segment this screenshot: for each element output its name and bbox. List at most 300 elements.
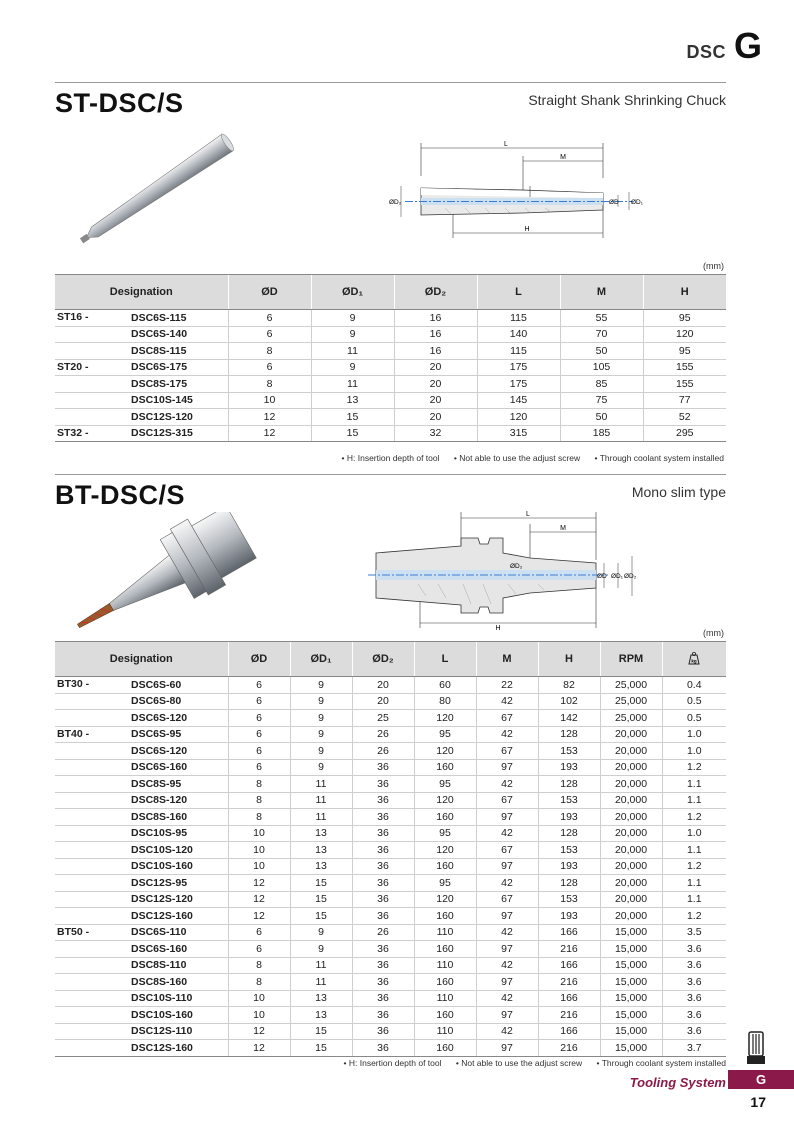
value-cell: 120 — [414, 743, 476, 760]
value-cell: 15,000 — [600, 941, 662, 958]
designation-value: DSC6S-160 — [131, 761, 188, 774]
st-dsc-spec-table — [55, 274, 726, 442]
designation-cell — [55, 842, 228, 859]
section-tab: G — [728, 1070, 794, 1089]
designation-value: DSC10S-145 — [131, 394, 193, 407]
value-cell: 36 — [352, 776, 414, 793]
value-cell: 160 — [414, 858, 476, 875]
value-cell: 25 — [352, 710, 414, 727]
value-cell: 42 — [476, 693, 538, 710]
table-row — [55, 974, 726, 991]
value-cell: 166 — [538, 957, 600, 974]
designation-value: DSC10S-120 — [131, 843, 193, 856]
value-cell: 15,000 — [600, 924, 662, 941]
table-row — [55, 693, 726, 710]
value-cell: 3.6 — [662, 990, 726, 1007]
value-cell: 10 — [228, 842, 290, 859]
table-row — [55, 875, 726, 892]
designation-value: DSC6S-95 — [131, 728, 182, 741]
value-cell: 20,000 — [600, 809, 662, 826]
value-cell: 120 — [643, 326, 726, 343]
value-cell: 36 — [352, 957, 414, 974]
value-cell: 11 — [311, 343, 394, 360]
value-cell: 0.5 — [662, 710, 726, 727]
value-cell: 1.2 — [662, 858, 726, 875]
value-cell: 6 — [228, 726, 290, 743]
value-cell: 105 — [560, 359, 643, 376]
value-cell: 166 — [538, 924, 600, 941]
value-cell: 160 — [414, 908, 476, 925]
value-cell: 6 — [228, 310, 311, 327]
value-cell: 10 — [228, 825, 290, 842]
value-cell: 3.6 — [662, 1023, 726, 1040]
catalog-section-marker — [686, 25, 762, 66]
bt-table-header-7: RPM — [600, 642, 662, 677]
value-cell: 8 — [228, 343, 311, 360]
value-cell: 80 — [414, 693, 476, 710]
value-cell: 1.1 — [662, 776, 726, 793]
value-cell: 15,000 — [600, 1007, 662, 1024]
designation-cell — [55, 693, 228, 710]
note-adjust-screw: • Not able to use the adjust screw — [453, 453, 581, 463]
value-cell: 20 — [394, 359, 477, 376]
value-cell: 15 — [290, 1040, 352, 1057]
value-cell: 26 — [352, 743, 414, 760]
value-cell: 55 — [560, 310, 643, 327]
designation-cell — [55, 409, 228, 426]
value-cell: 110 — [414, 1023, 476, 1040]
value-cell: 1.1 — [662, 875, 726, 892]
bt-holder-image — [62, 512, 262, 637]
designation-cell — [55, 677, 228, 694]
value-cell: 67 — [476, 710, 538, 727]
value-cell: 25,000 — [600, 693, 662, 710]
designation-value: DSC8S-120 — [131, 794, 188, 807]
value-cell: 142 — [538, 710, 600, 727]
value-cell: 13 — [290, 1007, 352, 1024]
value-cell: 42 — [476, 1023, 538, 1040]
bt-dsc-dimension-diagram — [368, 508, 643, 633]
value-cell: 8 — [228, 376, 311, 393]
designation-cell — [55, 924, 228, 941]
value-cell: 11 — [290, 809, 352, 826]
value-cell: 36 — [352, 990, 414, 1007]
value-cell: 42 — [476, 776, 538, 793]
value-cell: 36 — [352, 759, 414, 776]
value-cell: 20,000 — [600, 858, 662, 875]
value-cell: 166 — [538, 990, 600, 1007]
group-label: ST16 - — [57, 311, 89, 323]
bt-table-header-2: ØD₁ — [290, 642, 352, 677]
st-table-header-1: ØD — [228, 275, 311, 310]
table-row — [55, 326, 726, 343]
value-cell: 12 — [228, 425, 311, 442]
section2-subtitle: Mono slim type — [631, 484, 726, 500]
value-cell: 36 — [352, 1040, 414, 1057]
value-cell: 153 — [538, 891, 600, 908]
value-cell: 8 — [228, 957, 290, 974]
designation-value: DSC6S-160 — [131, 942, 188, 955]
value-cell: 120 — [414, 891, 476, 908]
table-row — [55, 1023, 726, 1040]
table-row — [55, 726, 726, 743]
value-cell: 6 — [228, 759, 290, 776]
brand-label: Tooling System — [629, 1075, 726, 1090]
value-cell: 175 — [477, 359, 560, 376]
designation-cell — [55, 875, 228, 892]
designation-cell — [55, 891, 228, 908]
section2-title: BT-DSC/S — [55, 480, 186, 510]
value-cell: 160 — [414, 1007, 476, 1024]
value-cell: 3.6 — [662, 957, 726, 974]
designation-cell — [55, 825, 228, 842]
value-cell: 13 — [290, 858, 352, 875]
designation-cell — [55, 908, 228, 925]
value-cell: 120 — [414, 710, 476, 727]
designation-value: DSC10S-110 — [131, 992, 193, 1005]
designation-value: DSC10S-95 — [131, 827, 188, 840]
group-label: ST32 - — [57, 426, 89, 439]
designation-cell — [55, 1007, 228, 1024]
value-cell: 15 — [311, 409, 394, 426]
value-cell: 102 — [538, 693, 600, 710]
st-table-header-3: ØD₂ — [394, 275, 477, 310]
value-cell: 6 — [228, 710, 290, 727]
value-cell: 216 — [538, 1040, 600, 1057]
value-cell: 36 — [352, 825, 414, 842]
value-cell: 155 — [643, 359, 726, 376]
value-cell: 6 — [228, 359, 311, 376]
bt-table-header-1: ØD — [228, 642, 290, 677]
diagram1-label-d: ØD — [609, 199, 619, 206]
value-cell: 36 — [352, 908, 414, 925]
value-cell: 6 — [228, 693, 290, 710]
value-cell: 42 — [476, 957, 538, 974]
value-cell: 11 — [290, 957, 352, 974]
value-cell: 15 — [290, 875, 352, 892]
value-cell: 9 — [290, 941, 352, 958]
designation-value: DSC6S-120 — [131, 744, 188, 757]
value-cell: 3.5 — [662, 924, 726, 941]
value-cell: 67 — [476, 891, 538, 908]
value-cell: 25,000 — [600, 677, 662, 694]
value-cell: 1.2 — [662, 759, 726, 776]
value-cell: 97 — [476, 759, 538, 776]
designation-cell — [55, 759, 228, 776]
value-cell: 8 — [228, 809, 290, 826]
table-row — [55, 776, 726, 793]
value-cell: 1.1 — [662, 891, 726, 908]
value-cell: 12 — [228, 875, 290, 892]
value-cell: 82 — [538, 677, 600, 694]
value-cell: 12 — [228, 891, 290, 908]
value-cell: 95 — [414, 875, 476, 892]
value-cell: 216 — [538, 974, 600, 991]
designation-cell — [55, 858, 228, 875]
designation-cell — [55, 957, 228, 974]
designation-cell — [55, 343, 228, 360]
value-cell: 120 — [414, 842, 476, 859]
value-cell: 16 — [394, 310, 477, 327]
value-cell: 97 — [476, 858, 538, 875]
page-number: 17 — [750, 1094, 766, 1110]
value-cell: 120 — [477, 409, 560, 426]
value-cell: 20 — [352, 693, 414, 710]
section2-unit: (mm) — [703, 628, 724, 638]
value-cell: 11 — [290, 792, 352, 809]
value-cell: 9 — [290, 743, 352, 760]
designation-cell — [55, 376, 228, 393]
designation-value: DSC12S-160 — [131, 1041, 193, 1054]
designation-cell — [55, 776, 228, 793]
table-row — [55, 759, 726, 776]
table-row — [55, 1007, 726, 1024]
value-cell: 6 — [228, 743, 290, 760]
value-cell: 1.0 — [662, 726, 726, 743]
designation-value: DSC6S-80 — [131, 695, 182, 708]
table-row — [55, 792, 726, 809]
value-cell: 1.0 — [662, 825, 726, 842]
value-cell: 13 — [290, 842, 352, 859]
value-cell: 145 — [477, 392, 560, 409]
value-cell: 160 — [414, 759, 476, 776]
value-cell: 97 — [476, 1007, 538, 1024]
value-cell: 42 — [476, 924, 538, 941]
table-row — [55, 809, 726, 826]
value-cell: 32 — [394, 425, 477, 442]
value-cell: 128 — [538, 776, 600, 793]
designation-cell — [55, 743, 228, 760]
designation-cell — [55, 990, 228, 1007]
value-cell: 15 — [290, 1023, 352, 1040]
designation-value: DSC8S-160 — [131, 810, 188, 823]
value-cell: 20 — [394, 376, 477, 393]
value-cell: 115 — [477, 343, 560, 360]
value-cell: 3.6 — [662, 941, 726, 958]
value-cell: 10 — [228, 1007, 290, 1024]
value-cell: 128 — [538, 825, 600, 842]
designation-value: DSC6S-175 — [131, 361, 188, 374]
value-cell: 95 — [414, 776, 476, 793]
value-cell: 97 — [476, 941, 538, 958]
table-row — [55, 941, 726, 958]
value-cell: 12 — [228, 409, 311, 426]
note-insertion-depth: • H: Insertion depth of tool — [343, 1058, 442, 1068]
value-cell: 3.6 — [662, 974, 726, 991]
designation-cell — [55, 1023, 228, 1040]
value-cell: 193 — [538, 858, 600, 875]
value-cell: 110 — [414, 924, 476, 941]
designation-value: DSC6S-140 — [131, 328, 188, 341]
designation-value: DSC12S-120 — [131, 893, 193, 906]
value-cell: 11 — [290, 776, 352, 793]
value-cell: 42 — [476, 726, 538, 743]
designation-value: DSC8S-160 — [131, 975, 188, 988]
diagram2-label-m: M — [560, 525, 566, 532]
value-cell: 1.1 — [662, 792, 726, 809]
value-cell: 1.2 — [662, 809, 726, 826]
table-row — [55, 990, 726, 1007]
value-cell: 67 — [476, 743, 538, 760]
value-cell: 20,000 — [600, 825, 662, 842]
value-cell: 0.4 — [662, 677, 726, 694]
value-cell: 140 — [477, 326, 560, 343]
value-cell: 13 — [311, 392, 394, 409]
value-cell: 110 — [414, 957, 476, 974]
diagram2-label-d2: ØD₂ — [624, 573, 637, 580]
value-cell: 15,000 — [600, 1023, 662, 1040]
value-cell: 9 — [290, 710, 352, 727]
section1-subtitle: Straight Shank Shrinking Chuck — [528, 92, 726, 108]
value-cell: 15,000 — [600, 1040, 662, 1057]
value-cell: 15 — [290, 908, 352, 925]
straight-shank-chuck-image — [62, 130, 252, 250]
value-cell: 42 — [476, 875, 538, 892]
diagram1-label-d2: ØD₂ — [389, 199, 402, 206]
value-cell: 160 — [414, 809, 476, 826]
diagram1-label-h: H — [524, 226, 530, 233]
value-cell: 0.5 — [662, 693, 726, 710]
value-cell: 10 — [228, 392, 311, 409]
value-cell: 9 — [290, 693, 352, 710]
weight-icon — [686, 651, 702, 665]
designation-value: DSC12S-110 — [131, 1025, 193, 1038]
value-cell: 193 — [538, 908, 600, 925]
value-cell: 22 — [476, 677, 538, 694]
value-cell: 16 — [394, 326, 477, 343]
value-cell: 11 — [311, 376, 394, 393]
value-cell: 315 — [477, 425, 560, 442]
value-cell: 36 — [352, 941, 414, 958]
st-table-header-2: ØD₁ — [311, 275, 394, 310]
value-cell: 50 — [560, 409, 643, 426]
value-cell: 36 — [352, 891, 414, 908]
designation-value: DSC10S-160 — [131, 860, 193, 873]
value-cell: 6 — [228, 326, 311, 343]
value-cell: 70 — [560, 326, 643, 343]
value-cell: 185 — [560, 425, 643, 442]
value-cell: 20,000 — [600, 776, 662, 793]
designation-value: DSC12S-95 — [131, 876, 188, 889]
value-cell: 60 — [414, 677, 476, 694]
designation-value: DSC12S-315 — [131, 427, 193, 440]
value-cell: 155 — [643, 376, 726, 393]
designation-value: DSC6S-60 — [131, 678, 182, 691]
table-row — [55, 858, 726, 875]
value-cell: 36 — [352, 842, 414, 859]
table-row — [55, 710, 726, 727]
value-cell: 15 — [311, 425, 394, 442]
designation-cell — [55, 726, 228, 743]
designation-cell — [55, 710, 228, 727]
table-row — [55, 924, 726, 941]
group-label: BT30 - — [57, 678, 90, 690]
value-cell: 36 — [352, 809, 414, 826]
category-letter: G — [733, 25, 762, 66]
designation-value: DSC6S-115 — [131, 311, 187, 324]
value-cell: 193 — [538, 759, 600, 776]
value-cell: 295 — [643, 425, 726, 442]
value-cell: 10 — [228, 990, 290, 1007]
value-cell: 25,000 — [600, 710, 662, 727]
value-cell: 6 — [228, 924, 290, 941]
value-cell: 97 — [476, 1040, 538, 1057]
value-cell: 36 — [352, 1023, 414, 1040]
category-label: DSC — [686, 42, 726, 62]
value-cell: 20,000 — [600, 891, 662, 908]
value-cell: 15 — [290, 891, 352, 908]
value-cell: 97 — [476, 809, 538, 826]
value-cell: 15,000 — [600, 990, 662, 1007]
value-cell: 12 — [228, 908, 290, 925]
value-cell: 216 — [538, 941, 600, 958]
note-coolant: • Through coolant system installed — [594, 453, 724, 463]
diagram2-label-d2-inner: ØD₂ — [510, 563, 523, 570]
value-cell: 153 — [538, 743, 600, 760]
value-cell: 1.2 — [662, 908, 726, 925]
designation-cell — [55, 941, 228, 958]
value-cell: 160 — [414, 941, 476, 958]
diagram1-label-l: L — [504, 141, 508, 148]
value-cell: 12 — [228, 1040, 290, 1057]
designation-value: DSC8S-95 — [131, 777, 182, 790]
designation-cell — [55, 359, 228, 376]
table-row — [55, 825, 726, 842]
value-cell: 50 — [560, 343, 643, 360]
value-cell: 166 — [538, 1023, 600, 1040]
note-insertion-depth: • H: Insertion depth of tool — [341, 453, 440, 463]
value-cell: 160 — [414, 974, 476, 991]
value-cell: 10 — [228, 858, 290, 875]
bt-table-header-8 — [662, 642, 726, 677]
designation-cell — [55, 1040, 228, 1057]
designation-value: DSC6S-110 — [131, 926, 187, 939]
value-cell: 13 — [290, 825, 352, 842]
value-cell: 13 — [290, 990, 352, 1007]
diagram1-label-m: M — [560, 154, 566, 161]
designation-value: DSC12S-160 — [131, 909, 193, 922]
bt-table-header-0: Designation — [55, 642, 228, 677]
table-row — [55, 359, 726, 376]
value-cell: 8 — [228, 792, 290, 809]
value-cell: 120 — [414, 792, 476, 809]
value-cell: 67 — [476, 792, 538, 809]
designation-value: DSC8S-110 — [131, 959, 187, 972]
value-cell: 36 — [352, 974, 414, 991]
designation-value: DSC8S-175 — [131, 377, 188, 390]
value-cell: 15,000 — [600, 957, 662, 974]
designation-cell — [55, 792, 228, 809]
bt-table-header-3: ØD₂ — [352, 642, 414, 677]
st-table-header-4: L — [477, 275, 560, 310]
value-cell: 9 — [290, 677, 352, 694]
value-cell: 193 — [538, 809, 600, 826]
value-cell: 8 — [228, 776, 290, 793]
table-row — [55, 310, 726, 327]
value-cell: 110 — [414, 990, 476, 1007]
st-table-header-5: M — [560, 275, 643, 310]
value-cell: 20 — [394, 392, 477, 409]
value-cell: 20,000 — [600, 842, 662, 859]
value-cell: 36 — [352, 1007, 414, 1024]
diagram1-label-d1: ØD₁ — [631, 199, 643, 206]
value-cell: 175 — [477, 376, 560, 393]
value-cell: 153 — [538, 842, 600, 859]
value-cell: 9 — [290, 759, 352, 776]
collet-icon — [746, 1030, 766, 1066]
group-label: BT50 - — [57, 925, 90, 938]
designation-cell — [55, 392, 228, 409]
